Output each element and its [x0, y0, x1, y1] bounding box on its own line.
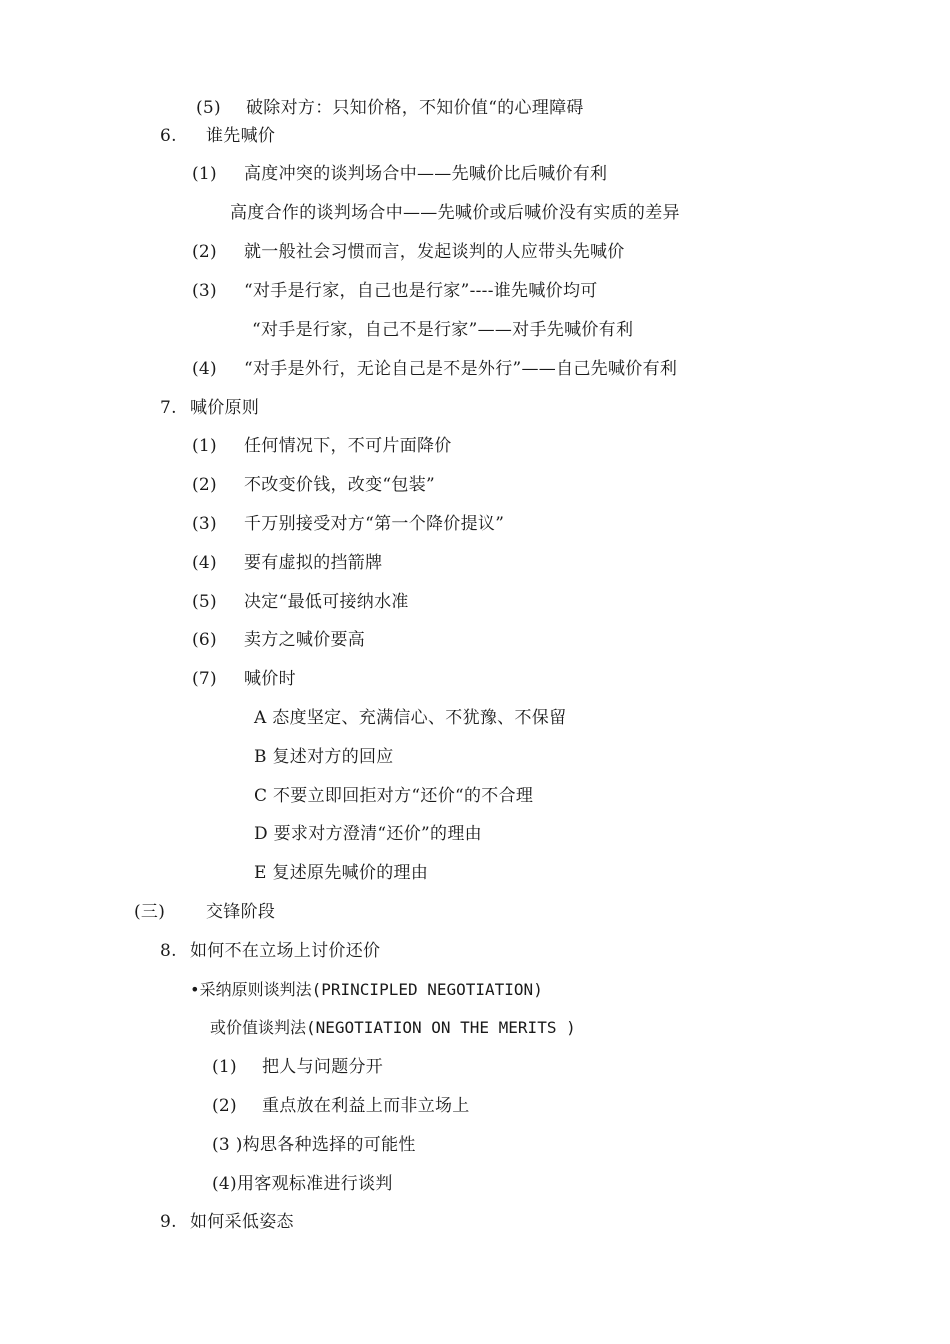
item-number: (2)	[212, 1096, 237, 1116]
section-heading	[160, 940, 380, 962]
item-number: 9.	[160, 1212, 177, 1232]
item-number: (7)	[192, 669, 217, 689]
item-text: 要有虚拟的挡箭牌	[244, 553, 383, 573]
item-number: (4)	[192, 553, 217, 573]
item-number: 8.	[160, 941, 177, 961]
item-number: (6)	[192, 630, 217, 650]
list-item	[192, 668, 296, 690]
item-text: 如何不在立场上讨价还价	[190, 941, 381, 961]
item-text: D 要求对方澄清“还价”的理由	[254, 824, 482, 844]
item-text: 喊价原则	[190, 398, 260, 418]
list-item	[212, 1134, 416, 1156]
list-item	[192, 552, 382, 574]
item-number: (4)	[192, 359, 217, 379]
list-item	[192, 591, 409, 613]
list-item	[252, 319, 633, 341]
item-number: 6.	[160, 126, 177, 146]
item-number: (3)	[192, 281, 217, 301]
item-text: (3 )构思各种选择的可能性	[212, 1135, 416, 1155]
item-text: 任何情况下，不可片面降价	[244, 436, 452, 456]
list-item	[192, 280, 598, 302]
list-item	[192, 358, 677, 380]
item-text: C 不要立即回拒对方“还价“的不合理	[254, 786, 534, 806]
item-text: 谁先喊价	[206, 126, 276, 146]
item-text: 把人与问题分开	[262, 1057, 384, 1077]
item-number: (3)	[192, 514, 217, 534]
list-item	[192, 513, 504, 535]
list-item	[254, 862, 428, 884]
item-number: 7.	[160, 398, 177, 418]
list-item	[254, 823, 482, 845]
list-item	[212, 1056, 383, 1078]
item-text: 破除对方：只知价格，不知价值“的心理障碍	[246, 98, 584, 118]
item-text: 或价值谈判法(NEGOTIATION ON THE MERITS )	[210, 1018, 576, 1037]
item-number: (1)	[192, 436, 217, 456]
item-number: (1)	[212, 1057, 237, 1077]
item-text: 交锋阶段	[206, 902, 276, 922]
list-item	[192, 435, 452, 457]
section-heading	[134, 901, 275, 923]
list-item	[212, 1095, 470, 1117]
item-text: B 复述对方的回应	[254, 747, 394, 767]
item-text: (4)用客观标准进行谈判	[212, 1174, 393, 1194]
item-text: 喊价时	[244, 669, 296, 689]
list-item	[254, 785, 533, 807]
section-heading	[160, 125, 275, 147]
item-text: 不改变价钱，改变“包装”	[244, 475, 435, 495]
item-text: 重点放在利益上而非立场上	[262, 1096, 470, 1116]
list-item	[192, 241, 625, 263]
list-item	[254, 746, 394, 768]
item-text: 高度冲突的谈判场合中——先喊价比后喊价有利	[244, 164, 608, 184]
list-item	[212, 1173, 393, 1195]
item-text: “对手是行家，自己也是行家”----谁先喊价均可	[244, 281, 598, 301]
item-text: 就一般社会习惯而言，发起谈判的人应带头先喊价	[244, 242, 625, 262]
item-number: (5)	[192, 592, 217, 612]
list-item	[230, 202, 680, 224]
item-text: 千万别接受对方“第一个降价提议”	[244, 514, 505, 534]
item-number: (三)	[134, 902, 166, 922]
item-text: “对手是外行，无论自己是不是外行”——自己先喊价有利	[244, 359, 678, 379]
item-number: (5)	[196, 98, 221, 118]
item-number: (2)	[192, 242, 217, 262]
list-item	[192, 163, 607, 185]
item-text: 如何采低姿态	[190, 1212, 294, 1232]
item-text: E 复述原先喊价的理由	[254, 863, 429, 883]
section-heading	[160, 397, 259, 419]
item-text: A 态度坚定、充满信心、不犹豫、不保留	[254, 708, 567, 728]
section-heading	[160, 1211, 294, 1233]
item-text: “对手是行家，自己不是行家”——对手先喊价有利	[252, 320, 634, 340]
item-number: (1)	[192, 164, 217, 184]
item-text: 决定“最低可接纳水准	[244, 592, 409, 612]
list-item	[192, 474, 435, 496]
list-item	[192, 629, 365, 651]
list-item	[210, 1017, 576, 1039]
item-text: •采纳原则谈判法(PRINCIPLED NEGOTIATION)	[190, 980, 543, 999]
list-item	[190, 979, 543, 1001]
list-item	[254, 707, 566, 729]
list-item	[196, 97, 584, 119]
item-text: 卖方之喊价要高	[244, 630, 366, 650]
item-number: (2)	[192, 475, 217, 495]
item-text: 高度合作的谈判场合中——先喊价或后喊价没有实质的差异	[230, 203, 680, 223]
